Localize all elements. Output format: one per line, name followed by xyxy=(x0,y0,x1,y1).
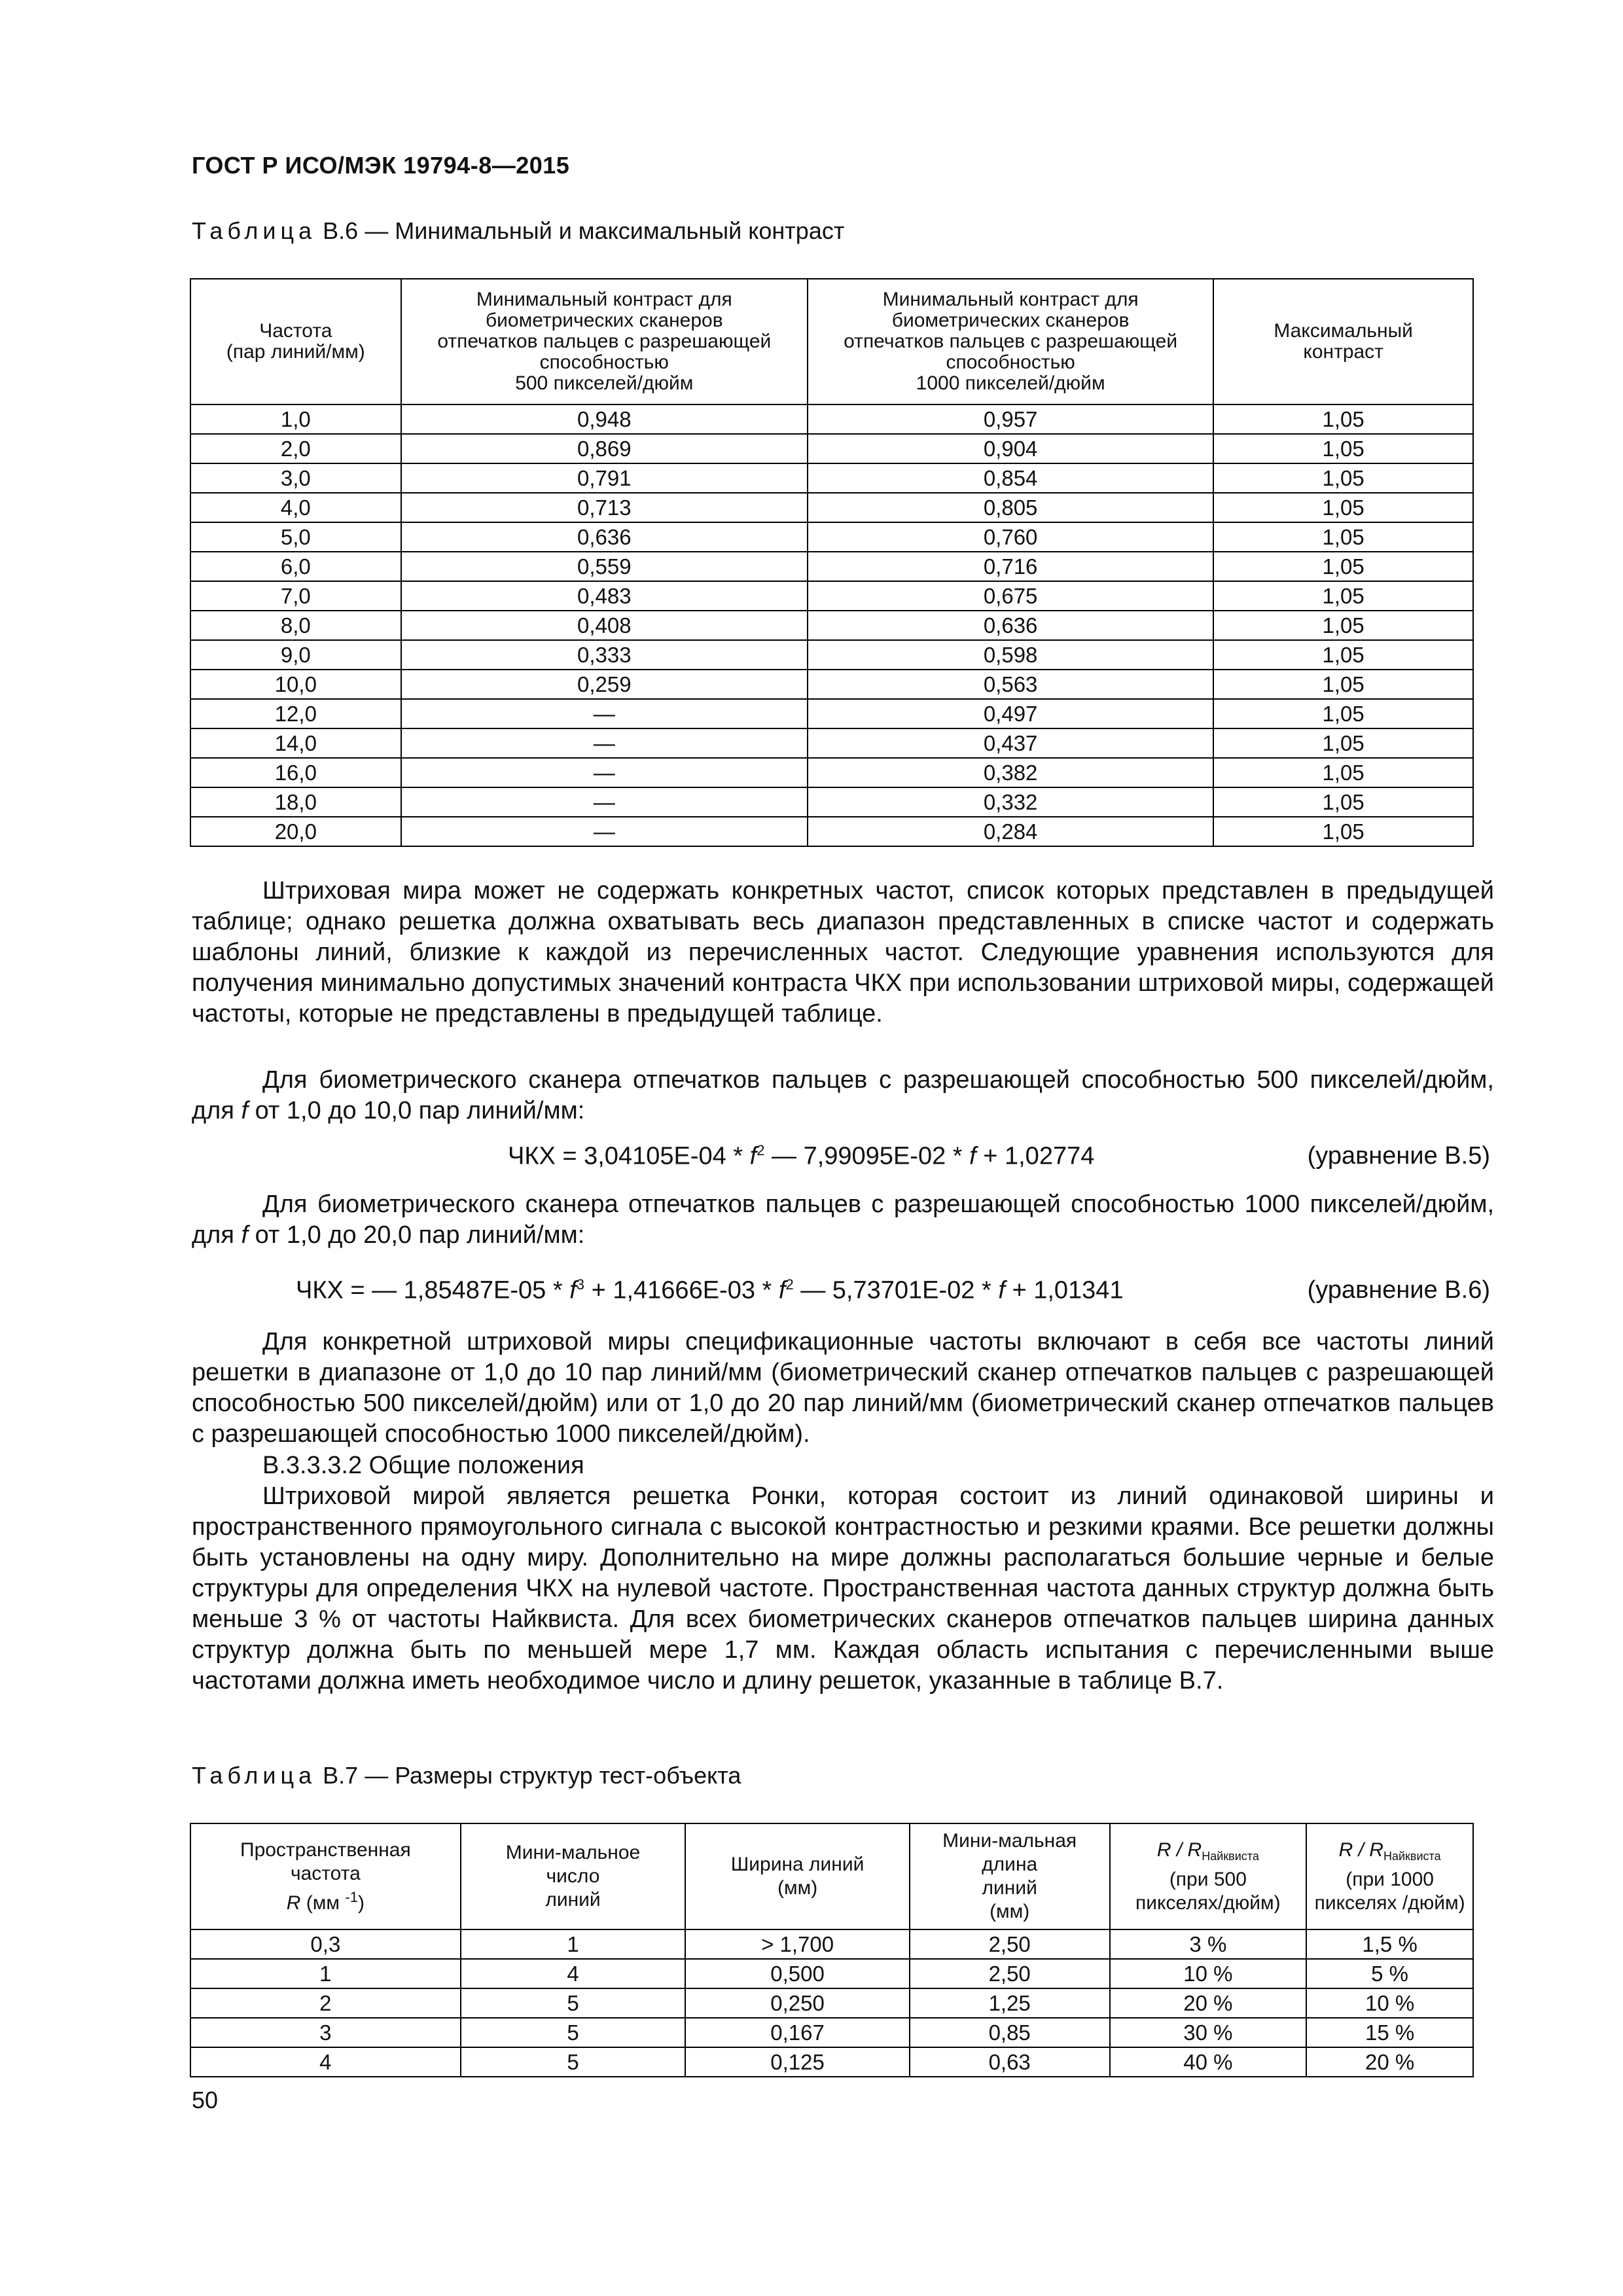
table-cell: 0,167 xyxy=(685,2018,910,2047)
table-b6-row xyxy=(190,728,1473,758)
paragraph-1000ppi-range: от 1,0 до 20,0 пар линий/мм: xyxy=(255,1221,585,1249)
table-cell: 0,563 xyxy=(808,670,1213,699)
table-cell: 1,05 xyxy=(1213,787,1473,817)
table-b7-header-nyquist-500 xyxy=(1110,1823,1307,1929)
table-b6-row xyxy=(190,640,1473,670)
exponent: -1 xyxy=(345,1888,358,1905)
table-cell: 20,0 xyxy=(190,817,401,846)
table-b7-header-nyquist-1000 xyxy=(1306,1823,1473,1929)
table-cell: 0,333 xyxy=(401,640,808,670)
table-b7-header-spatial-frequency xyxy=(190,1823,461,1929)
table-b6-row xyxy=(190,552,1473,581)
equation-b6-part: ЧКХ = — 1,85487Е-05 * xyxy=(296,1276,570,1304)
equation-b5-part: ЧКХ = 3,04105Е-04 * xyxy=(508,1142,750,1170)
table-cell: 1,05 xyxy=(1213,493,1473,522)
table-cell: — xyxy=(401,817,808,846)
table-b6-row xyxy=(190,699,1473,728)
table-cell: 0,957 xyxy=(808,404,1213,434)
table-cell: 0,948 xyxy=(401,404,808,434)
page-number: 50 xyxy=(192,2087,219,2113)
document-header: ГОСТ Р ИСО/МЭК 19794-8—2015 xyxy=(192,152,570,179)
table-cell: 18,0 xyxy=(190,787,401,817)
table-b6-row xyxy=(190,787,1473,817)
equation-b6-number: (уравнение В.6) xyxy=(1307,1276,1490,1304)
table-cell: 14,0 xyxy=(190,728,401,758)
exponent: 2 xyxy=(757,1142,765,1158)
equation-b5 xyxy=(508,1142,1094,1171)
table-cell: 0,805 xyxy=(808,493,1213,522)
table-cell: 0,259 xyxy=(401,670,808,699)
table-cell: 10,0 xyxy=(190,670,401,699)
table-cell: 1,05 xyxy=(1213,670,1473,699)
table-cell: 20 % xyxy=(1110,1988,1307,2018)
table-cell: 12,0 xyxy=(190,699,401,728)
table-b6-header-frequency: Частота (пар линий/мм) xyxy=(190,279,401,404)
table-cell: 3,0 xyxy=(190,463,401,493)
table-cell: 0,497 xyxy=(808,699,1213,728)
table-cell: — xyxy=(401,758,808,787)
header-text: (при 1000 пикселях /дюйм) xyxy=(1314,1868,1465,1914)
table-cell: 5,0 xyxy=(190,522,401,552)
table-cell: 2,50 xyxy=(910,1929,1110,1959)
table-b6-row xyxy=(190,434,1473,463)
table-cell: 40 % xyxy=(1110,2047,1307,2077)
table-cell: 5 xyxy=(461,2047,686,2077)
table-cell: 0,3 xyxy=(190,1929,461,1959)
table-cell: 0,791 xyxy=(401,463,808,493)
table-cell: 5 xyxy=(461,1988,686,2018)
table-b6-row xyxy=(190,493,1473,522)
paragraph-1000ppi-text: Для биометрического сканера отпечатков пальцев с разрешающей способностью 1000 пикселей/дюйм, для xyxy=(192,1191,1494,1249)
variable-r: R xyxy=(286,1892,301,1914)
table-cell: 0,250 xyxy=(685,1988,910,2018)
table-b6-header-min-500: Минимальный контраст для биометрических сканеров отпечатков пальцев с разрешающей способностью 500 пикселей/дюйм xyxy=(401,279,808,404)
table-b7-row xyxy=(190,1959,1473,1988)
header-paren: ) xyxy=(357,1892,365,1914)
table-b7-row xyxy=(190,1988,1473,2018)
table-cell: 1,05 xyxy=(1213,611,1473,640)
table-cell: 3 % xyxy=(1110,1929,1307,1959)
equation-b5-part: + 1,02774 xyxy=(976,1142,1095,1170)
table-b6 xyxy=(190,278,1474,847)
table-b7-row xyxy=(190,2018,1473,2047)
equation-b5-part: — 7,99095Е-02 * xyxy=(764,1142,970,1170)
table-b6-row xyxy=(190,522,1473,552)
table-cell: 0,904 xyxy=(808,434,1213,463)
table-cell: 1,05 xyxy=(1213,699,1473,728)
table-b6-header-row xyxy=(190,279,1473,404)
table-cell: 0,437 xyxy=(808,728,1213,758)
table-cell: 0,408 xyxy=(401,611,808,640)
table-b7-header-row xyxy=(190,1823,1473,1929)
paragraph-500ppi-text: Для биометрического сканера отпечатков пальцев с разрешающей способностью 500 пикселей/дюйм, для xyxy=(192,1066,1494,1124)
table-cell: 0,559 xyxy=(401,552,808,581)
paragraph-mira-frequencies: Штриховая мира может не содержать конкретных частот, список которых представлен в предыдущей таблице; однако решетка должна охватывать весь диапазон представленных в списке частот и содержать шаблоны линий, близкие к каждой из перечисленных частот. Следующие уравнения используются для получения минимально допустимых значений контраста ЧКХ при использовании штриховой миры, содержащей частоты, которые не представлены в предыдущей таблице. xyxy=(192,877,1494,1028)
table-cell: 0,636 xyxy=(808,611,1213,640)
exponent: 3 xyxy=(576,1276,585,1293)
table-cell: 1,05 xyxy=(1213,463,1473,493)
ratio-label: R / R xyxy=(1156,1839,1202,1861)
table-b7 xyxy=(190,1823,1474,2077)
subscript: Найквиста xyxy=(1202,1849,1259,1863)
table-cell: 1,05 xyxy=(1213,728,1473,758)
table-cell: 2,0 xyxy=(190,434,401,463)
ratio-label: R / R xyxy=(1338,1839,1383,1861)
table-cell: 8,0 xyxy=(190,611,401,640)
table-cell: 3 xyxy=(190,2018,461,2047)
table-cell: 5 xyxy=(461,2018,686,2047)
table-b6-caption-title: В.6 — Минимальный и максимальный контраст xyxy=(323,217,845,244)
table-cell: 0,63 xyxy=(910,2047,1110,2077)
table-b6-row xyxy=(190,581,1473,611)
variable-f: f xyxy=(241,1097,249,1124)
variable-f: f xyxy=(569,1276,577,1304)
table-cell: 10 % xyxy=(1110,1959,1307,1988)
table-cell: 0,854 xyxy=(808,463,1213,493)
section-heading-general: В.3.3.3.2 Общие положения xyxy=(262,1452,584,1479)
table-cell: 0,382 xyxy=(808,758,1213,787)
table-b7-caption xyxy=(192,1762,741,1789)
variable-f: f xyxy=(778,1276,786,1304)
table-cell: 1,05 xyxy=(1213,817,1473,846)
table-cell: 4 xyxy=(461,1959,686,1988)
table-cell: 1,5 % xyxy=(1306,1929,1473,1959)
table-cell: 1,05 xyxy=(1213,552,1473,581)
table-b6-row xyxy=(190,758,1473,787)
equation-b6-part: + 1,01341 xyxy=(1005,1276,1124,1304)
table-b6-header-min-1000: Минимальный контраст для биометрических сканеров отпечатков пальцев с разрешающей способностью 1000 пикселей/дюйм xyxy=(808,279,1213,404)
table-cell: 5 % xyxy=(1306,1959,1473,1988)
table-b6-row xyxy=(190,817,1473,846)
table-cell: 1,05 xyxy=(1213,640,1473,670)
table-b7-body xyxy=(190,1929,1473,2077)
table-cell: 0,598 xyxy=(808,640,1213,670)
paragraph-500ppi-range: от 1,0 до 10,0 пар линий/мм: xyxy=(255,1097,585,1124)
table-cell: 0,332 xyxy=(808,787,1213,817)
table-cell: 1,05 xyxy=(1213,522,1473,552)
header-text: (при 500 пикселях/дюйм) xyxy=(1135,1868,1281,1914)
table-b7-header-min-lines: Мини-мальное число линий xyxy=(461,1823,686,1929)
table-cell: — xyxy=(401,787,808,817)
table-b6-caption-word: Таблица xyxy=(192,217,317,244)
subscript: Найквиста xyxy=(1383,1849,1441,1863)
table-cell: 15 % xyxy=(1306,2018,1473,2047)
table-cell: 2,50 xyxy=(910,1959,1110,1988)
table-cell: 1,05 xyxy=(1213,434,1473,463)
table-cell: 4,0 xyxy=(190,493,401,522)
table-cell: 0,284 xyxy=(808,817,1213,846)
table-cell: 1 xyxy=(461,1929,686,1959)
table-cell: 2 xyxy=(190,1988,461,2018)
header-unit: (мм xyxy=(300,1892,346,1914)
paragraph-500ppi-intro xyxy=(192,1065,1494,1126)
table-cell: 1,25 xyxy=(910,1988,1110,2018)
exponent: 2 xyxy=(785,1276,794,1293)
paragraph-ronchi-grating: Штриховой мирой является решетка Ронки, которая состоит из линий одинаковой ширины и пространственного прямоугольного сигнала с высокой контрастностью и резкими краями. Все решетки должны быть установлены на одну миру. Дополнительно на мире должны располагаться большие черные и белые структуры для определения ЧКХ на нулевой частоте. Пространственная частота данных структур должна быть меньше 3 % от частоты Найквиста. Для всех биометрических сканеров отпечатков пальцев ширина данных структур должна быть по меньшей мере 1,7 мм. Каждая область испытания с перечисленными выше частотами должна иметь необходимое число и длину решеток, указанные в таблице В.7. xyxy=(192,1482,1494,1695)
table-cell: — xyxy=(401,699,808,728)
table-b6-row xyxy=(190,611,1473,640)
table-b7-header-min-length: Мини-мальная длина линий (мм) xyxy=(910,1823,1110,1929)
table-b6-row xyxy=(190,404,1473,434)
table-cell: 0,85 xyxy=(910,2018,1110,2047)
table-b7-row xyxy=(190,2047,1473,2077)
table-b6-row xyxy=(190,463,1473,493)
table-b7-row xyxy=(190,1929,1473,1959)
table-b6-header-max: Максимальный контраст xyxy=(1213,279,1473,404)
table-cell: 0,716 xyxy=(808,552,1213,581)
table-cell: 1,05 xyxy=(1213,404,1473,434)
table-cell: 6,0 xyxy=(190,552,401,581)
variable-f: f xyxy=(998,1276,1005,1304)
table-cell: 1 xyxy=(190,1959,461,1988)
equation-b6 xyxy=(296,1276,1124,1305)
table-b7-caption-title: В.7 — Размеры структур тест-объекта xyxy=(323,1762,741,1789)
table-b7-header-line-width: Ширина линий (мм) xyxy=(685,1823,910,1929)
paragraph-1000ppi-intro xyxy=(192,1189,1494,1251)
table-cell: 0,500 xyxy=(685,1959,910,1988)
table-cell: 30 % xyxy=(1110,2018,1307,2047)
equation-b6-part: — 5,73701Е-02 * xyxy=(793,1276,999,1304)
table-cell: 1,0 xyxy=(190,404,401,434)
paragraph-spec-frequencies: Для конкретной штриховой миры спецификационные частоты включают в себя все частоты линий решетки в диапазоне от 1,0 до 10 пар линий/мм (биометрический сканер отпечатков пальцев с разрешающей способностью 500 пикселей/дюйм) или от 1,0 до 20 пар линий/мм (биометрический сканер отпечатков пальцев с разрешающей способностью 1000 пикселей/дюйм). xyxy=(192,1328,1494,1448)
table-cell: 0,713 xyxy=(401,493,808,522)
table-cell: 1,05 xyxy=(1213,758,1473,787)
table-cell: 1,05 xyxy=(1213,581,1473,611)
equation-b6-part: + 1,41666Е-03 * xyxy=(584,1276,779,1304)
table-cell: 0,675 xyxy=(808,581,1213,611)
table-b7-caption-word: Таблица xyxy=(192,1762,317,1789)
table-cell: 9,0 xyxy=(190,640,401,670)
table-cell: 0,760 xyxy=(808,522,1213,552)
table-b6-caption xyxy=(192,217,844,245)
variable-f: f xyxy=(749,1142,757,1170)
table-b6-body xyxy=(190,404,1473,846)
variable-f: f xyxy=(969,1142,976,1170)
table-cell: 20 % xyxy=(1306,2047,1473,2077)
table-cell: — xyxy=(401,728,808,758)
table-cell: 10 % xyxy=(1306,1988,1473,2018)
table-cell: > 1,700 xyxy=(685,1929,910,1959)
variable-f: f xyxy=(241,1221,249,1249)
table-cell: 0,869 xyxy=(401,434,808,463)
table-b6-row xyxy=(190,670,1473,699)
table-cell: 0,636 xyxy=(401,522,808,552)
equation-b5-number: (уравнение В.5) xyxy=(1307,1142,1490,1170)
header-text: Пространственная частота xyxy=(240,1839,411,1884)
table-cell: 0,483 xyxy=(401,581,808,611)
table-cell: 4 xyxy=(190,2047,461,2077)
table-cell: 16,0 xyxy=(190,758,401,787)
table-cell: 7,0 xyxy=(190,581,401,611)
table-cell: 0,125 xyxy=(685,2047,910,2077)
